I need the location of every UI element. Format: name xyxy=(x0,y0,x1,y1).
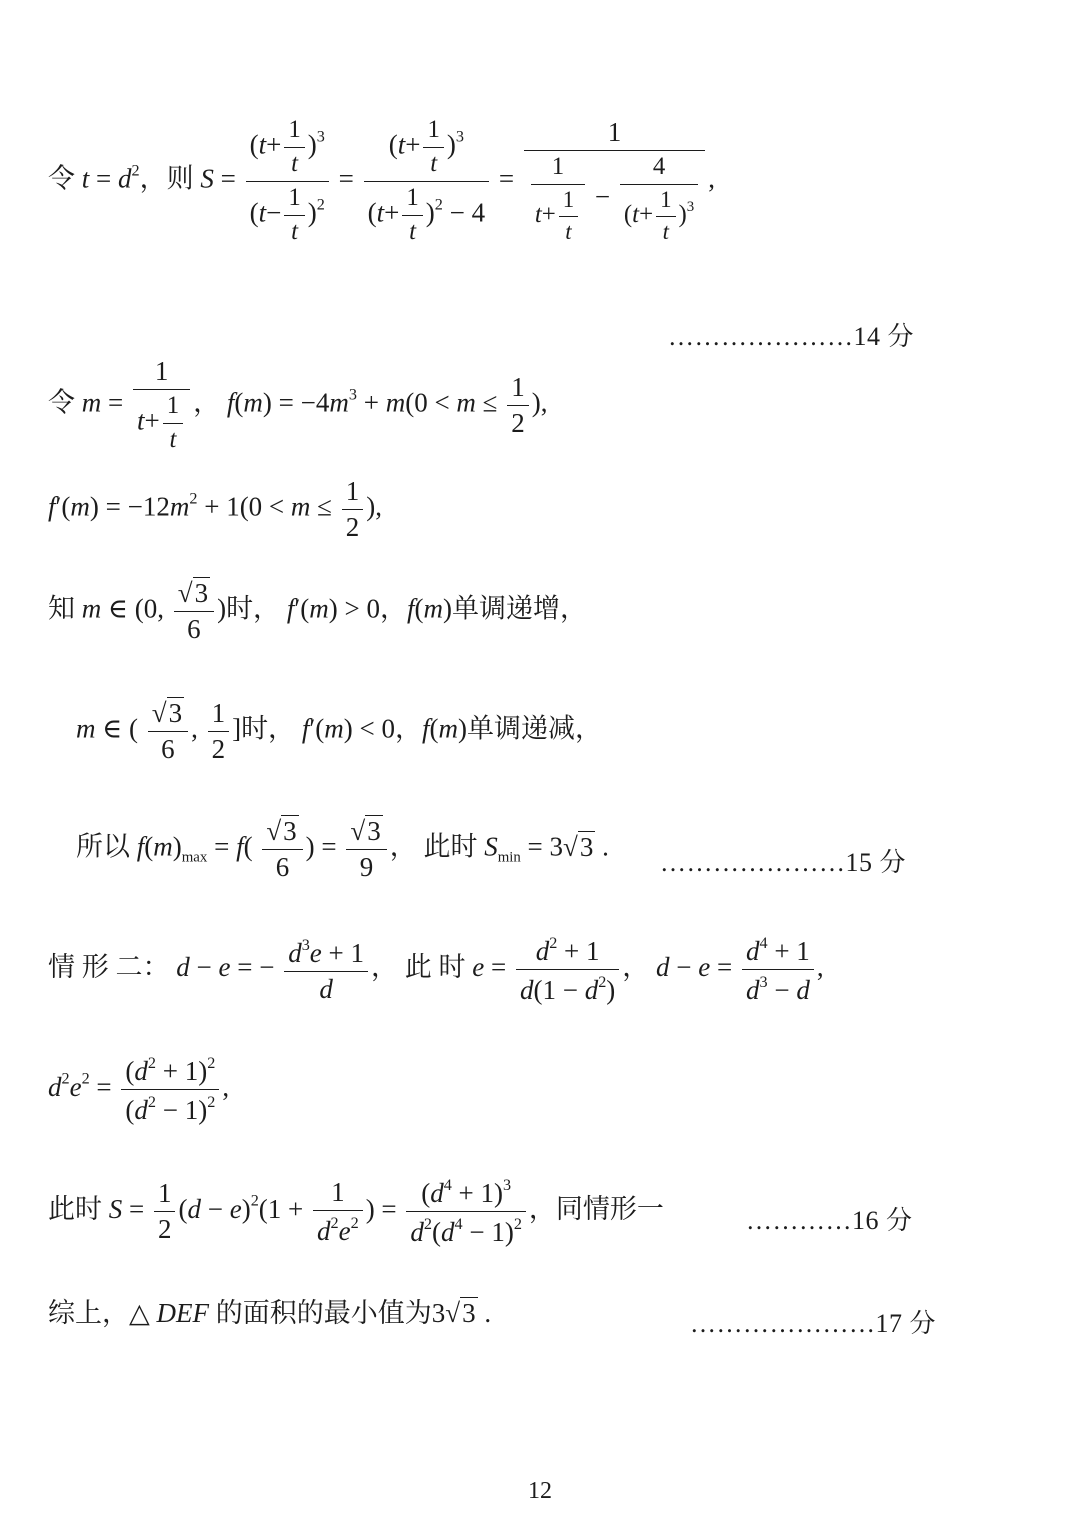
cn-text: 的面积的最小值为 xyxy=(215,1298,432,1328)
fraction: $\frac{1}{2}$ xyxy=(342,478,364,541)
page-number: 12 xyxy=(528,1478,552,1504)
subscript: max xyxy=(181,849,208,866)
fraction: $\frac{1}{d^2e^2}$ xyxy=(313,1179,363,1245)
score-17: …………………17 分 xyxy=(690,1309,937,1338)
score-16: …………16 分 xyxy=(746,1206,913,1235)
cn-text: ，同情形一 xyxy=(528,1193,664,1224)
cn-text: 令 xyxy=(48,387,75,418)
fraction: (t+ $\frac{1}{t}$ )$^3$ (t+ $\frac{1}{t}$ )$^2$ − 4 xyxy=(364,118,490,244)
fraction: $\frac{1}{2}$ xyxy=(507,374,529,437)
fraction: 1 1 t+ $\frac{1}{t}$ − 4 (t+ $\frac{1}{t}$ )$^3$ xyxy=(524,119,705,244)
fraction: $\frac{√3}{6}$ xyxy=(262,818,302,881)
cn-text: 单调递增， xyxy=(451,593,587,624)
fraction: $\frac{d^2 + 1}{d(1 - d^2)}$ xyxy=(516,935,619,1004)
line-substitution-m: 令 m = 1 t+ $\frac{1}{t}$ ， $f(m) = -4m^3 + m(0 < m$ ≤ $\frac{1}{2}$ ), xyxy=(48,356,548,453)
cn-text: ， xyxy=(371,951,398,982)
line-area-case-two: 此时 S = $\frac{1}{2}$ $(d - e)^2(1$ + $\frac{1}{d^2e^2}$ ) = $\frac{(d^4 + 1)^3}{d^2(d^4 - 1)^2}$ ，同情形一 xyxy=(48,1176,664,1248)
cn-text: 知 xyxy=(48,593,75,624)
cn-text: 时， xyxy=(226,593,281,624)
line-substitution-t: 令 $t = d^2$，则 S = (t+ $\frac{1}{t}$ )$^3$ (t− $\frac{1}{t}$ )$^2$ = (t+ $\frac{1}{t}$ )$^3$ (t+ $\frac{1}{t}$ )$^2$ − 4 = 1 1 t+ $\frac{1}{t}$ − 4 (t+ $\frac{1}{t}$ )$^3$ , xyxy=(48,116,715,245)
fraction: $\frac{1}{2}$ xyxy=(208,700,230,763)
fraction: $\frac{√3}{6}$ xyxy=(174,580,214,643)
line-decreasing: m ∈ ( $\frac{√3}{6}$ , $\frac{1}{2}$ ]时， f′(m) < 0，f(m)单调递减， xyxy=(76,698,602,764)
line-maximum: 所以 $f(m)_{max} = f$( $\frac{√3}{6}$ ) = $\frac{√3}{9}$ ， 此时 $S_{min} = 3√3$ . xyxy=(76,816,609,882)
cn-text: ， xyxy=(622,951,650,982)
cn-text: 此时 xyxy=(423,831,478,862)
line-increasing: 知 m ∈ (0, $\frac{√3}{6}$ )时， f′(m) > 0，f(m)单调递增， xyxy=(48,578,587,644)
fraction: $\frac{(d^4 + 1)^3}{d^2(d^4 - 1)^2}$ xyxy=(406,1177,526,1246)
fraction: (t+ $\frac{1}{t}$ )$^3$ (t− $\frac{1}{t}$ )$^2$ xyxy=(246,118,329,244)
subscript: min xyxy=(497,849,521,866)
fraction: $\frac{(d^2 + 1)^2}{(d^2 - 1)^2}$ xyxy=(121,1055,219,1124)
fraction: $\frac{√3}{9}$ xyxy=(346,818,386,881)
cn-text: 情 形 二： xyxy=(48,951,170,982)
cn-text: 所以 xyxy=(76,831,130,862)
score-15: …………………15 分 xyxy=(660,848,907,877)
cn-text: 时， xyxy=(241,713,296,744)
fraction: $\frac{1}{2}$ xyxy=(154,1180,176,1243)
line-derivative: $f'(m) = -12m^2 + 1(0 < m$ ≤ $\frac{1}{2}$ ), xyxy=(48,476,382,542)
line-conclusion: 综上，△ DEF 的面积的最小值为3√3 . xyxy=(48,1298,492,1328)
fraction: $\frac{d^4 + 1}{d^3 - d}$ xyxy=(742,935,814,1004)
fraction: $\frac{d^3e + 1}{d}$ xyxy=(284,937,368,1003)
line-de-squared: $d^2e^2$ = $\frac{(d^2 + 1)^2}{(d^2 - 1)^2}$ , xyxy=(48,1054,230,1126)
line-case-two: 情 形 二： d − e = − $\frac{d^3e + 1}{d}$ ， 此 时 e = $\frac{d^2 + 1}{d(1 - d^2)}$ ， d − e = $\frac{d^4 + 1}{d^3 - d}$ , xyxy=(48,934,824,1006)
cn-text: 此时 xyxy=(48,1193,102,1224)
cn-text: ， xyxy=(193,387,221,418)
cn-text: 令 xyxy=(48,163,75,194)
fraction: $\frac{√3}{6}$ xyxy=(148,700,188,763)
score-14: …………………14 分 xyxy=(668,322,915,351)
cn-text: 单调递减， xyxy=(466,713,602,744)
cn-text: 综上， xyxy=(48,1298,129,1328)
cn-text: ，则 xyxy=(139,163,194,194)
fraction: 1 t+ $\frac{1}{t}$ xyxy=(133,358,190,453)
cn-text: ， xyxy=(389,831,417,862)
cn-text: 此 时 xyxy=(404,951,466,982)
